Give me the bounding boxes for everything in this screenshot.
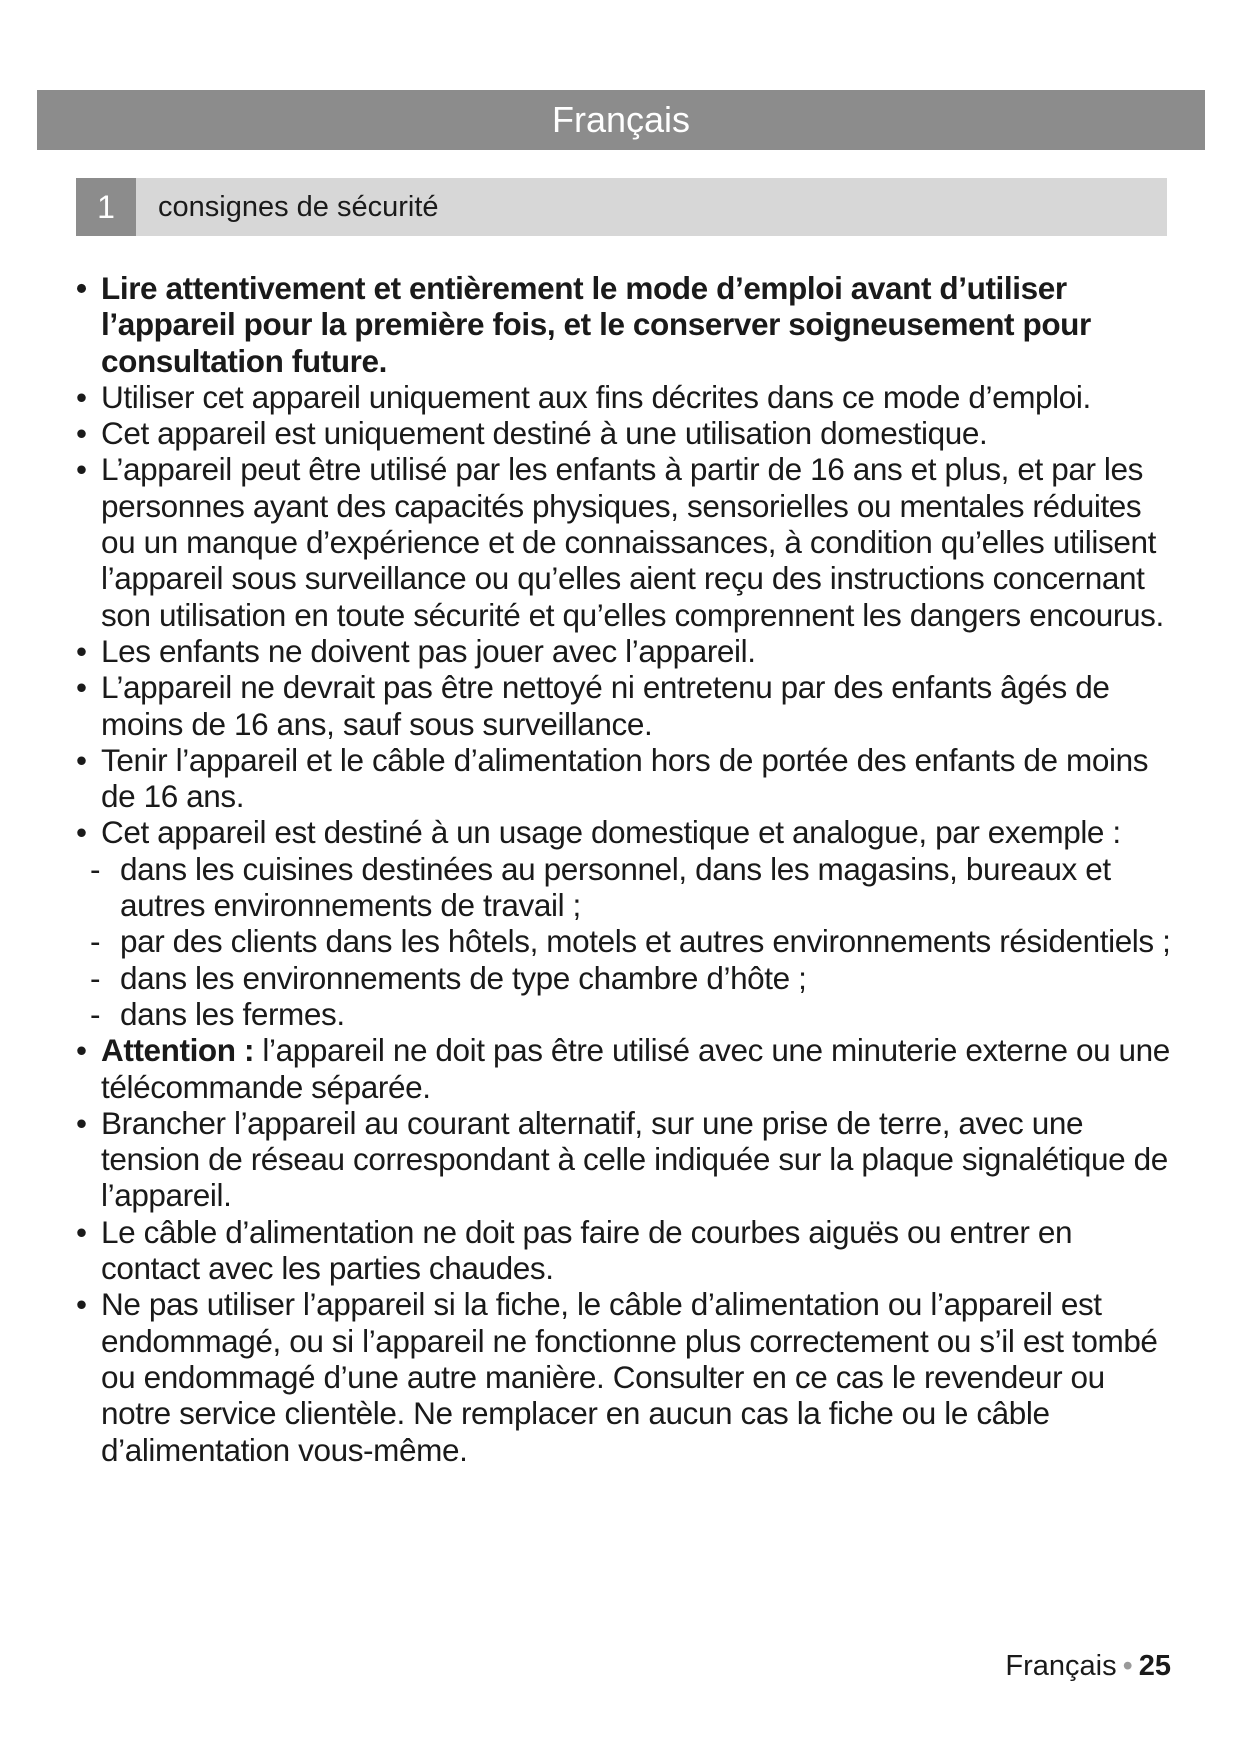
attention-item [76,1032,1176,1105]
list-item: • Le câble d’alimentation ne doit pas faire de courbes aiguës ou entrer en contact avec les parties chaudes. [76,1214,1176,1287]
safety-instructions-list [76,270,1176,1468]
sub-list-item: - dans les cuisines destinées au personnel, dans les magasins, bureaux et autres environnements de travail ; [76,851,1176,924]
sub-list-item: - par des clients dans les hôtels, motels et autres environnements résidentiels ; [76,923,1176,959]
list-item: • Cet appareil est uniquement destiné à une utilisation domestique. [76,415,1176,451]
section-header [76,178,1167,236]
list-item: • L’appareil peut être utilisé par les enfants à partir de 16 ans et plus, et par les personnes ayant des capacités physiques, sensorielles ou mentales réduites ou un manque d’expérience et de connaissances, à condition qu’elles utilisent l’appareil sous surveillance ou qu’elles aient reçu des instructions concernant son utilisation en toute sécurité et qu’elles comprennent les dangers encourus. [76,451,1176,632]
attention-text: l’appareil ne doit pas être utilisé avec une minuterie externe ou une télécommande séparée. [101,1032,1170,1105]
list-item: • Ne pas utiliser l’appareil si la fiche, le câble d’alimentation ou l’appareil est endommagé, ou si l’appareil ne fonctionne plus correctement ou s’il est tombé ou endommagé d’une autre manière. Consulter en ce cas le revendeur ou notre service clientèle. Ne remplacer en aucun cas la fiche ou le câble d’alimentation vous-même. [76,1286,1176,1467]
language-title: Français [551,99,691,140]
list-item: • Cet appareil est destiné à un usage domestique et analogue, par exemple : [76,814,1176,850]
page-number: 25 [1138,1650,1171,1682]
section-title: consignes de sécurité [158,190,439,223]
page-footer [1005,1650,1171,1683]
sub-list-item: - dans les fermes. [76,996,1176,1032]
footer-separator: • [1122,1650,1133,1682]
language-banner [37,90,1205,150]
footer-language: Français [1005,1650,1117,1682]
section-number: 1 [76,178,136,236]
list-item: • Utiliser cet appareil uniquement aux fins décrites dans ce mode d’emploi. [76,379,1176,415]
list-item: • Brancher l’appareil au courant alternatif, sur une prise de terre, avec une tension de réseau correspondant à celle indiquée sur la plaque signalétique de l’appareil. [76,1105,1176,1214]
list-item: • Lire attentivement et entièrement le mode d’emploi avant d’utiliser l’appareil pour la première fois, et le conserver soigneusement pour consultation future. [76,270,1176,379]
list-item: • L’appareil ne devrait pas être nettoyé ni entretenu par des enfants âgés de moins de 16 ans, sauf sous surveillance. [76,669,1176,742]
sub-list-item: - dans les environnements de type chambre d’hôte ; [76,960,1176,996]
list-item: • Les enfants ne doivent pas jouer avec l’appareil. [76,633,1176,669]
attention-label: Attention : [101,1032,255,1069]
list-item: • Tenir l’appareil et le câble d’alimentation hors de portée des enfants de moins de 16 ans. [76,742,1176,815]
